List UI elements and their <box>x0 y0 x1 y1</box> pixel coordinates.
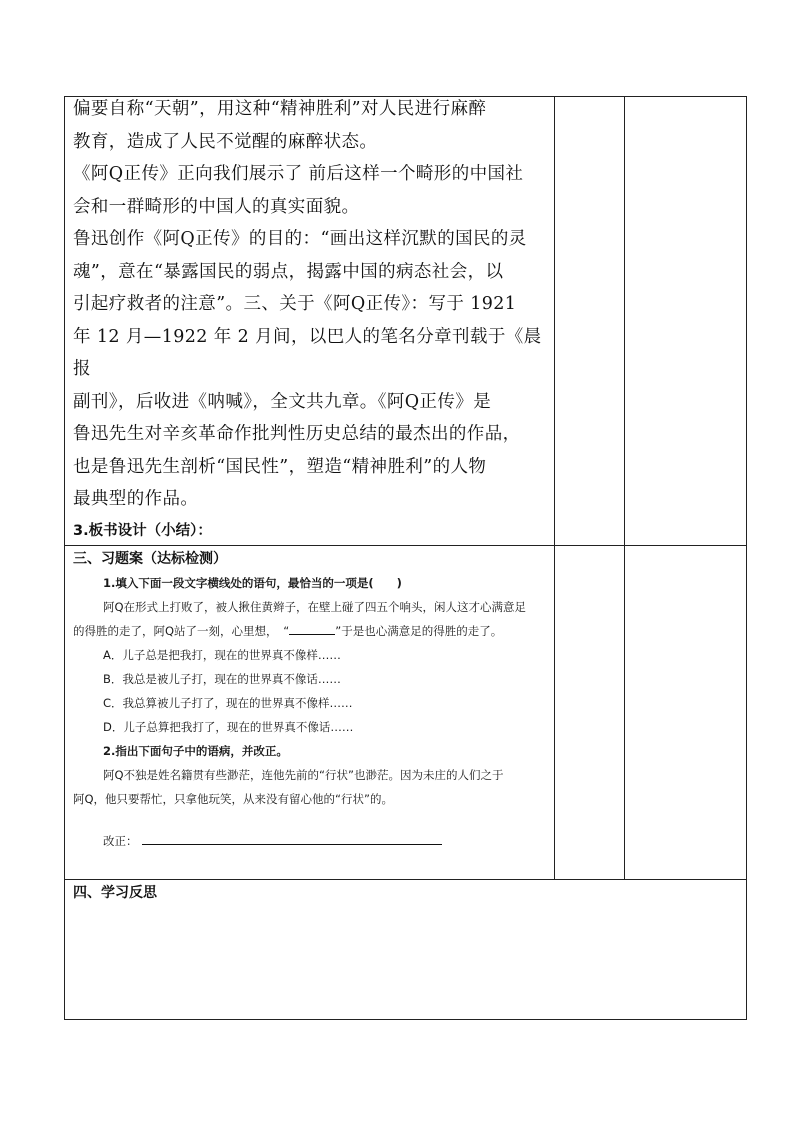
text-line: 会和一群畸形的中国人的真实面貌。 <box>73 196 360 217</box>
question-1-stem: 1.填入下面一段文字横线处的语句，最恰当的一项是( ) <box>103 576 402 590</box>
lesson-plan-table <box>64 96 747 1020</box>
question-2-passage-cont: 阿Q，他只要帮忙，只拿他玩笑，从来没有留心他的“行状”的。 <box>73 792 393 806</box>
question-1-passage-cont <box>73 619 553 643</box>
text-line: 最典型的作品。 <box>73 489 199 509</box>
option-a: A．儿子总是把我打，现在的世界真不像样…… <box>103 648 341 662</box>
option-b: B．我总是被儿子打，现在的世界真不像话…… <box>103 672 341 686</box>
correction-answer-line[interactable] <box>142 834 442 845</box>
text-line: 魂”，意在“暴露国民的弱点，揭露中国的病态社会，以 <box>73 261 504 282</box>
text-line: 鲁迅先生对辛亥革命作批判性历史总结的最杰出的作品， <box>73 424 521 444</box>
question-2-passage: 阿Q不独是姓名籍贯有些渺茫，连他先前的“行状”也渺茫。因为未庄的人们之于 <box>103 768 504 782</box>
correction-row <box>73 829 553 853</box>
option-d: D．儿子总算把我打了，现在的世界真不像话…… <box>103 720 354 734</box>
text-line: 偏要自称“天朝”，用这种“精神胜利”对人民进行麻醉 <box>73 99 487 119</box>
question-1-passage-part: 的得胜的走了，阿Q站了一刻，心里想， “ <box>73 624 290 638</box>
option-c: C．我总算被儿子打了，现在的世界真不像样…… <box>103 696 353 710</box>
fill-blank[interactable] <box>289 622 335 635</box>
column-divider <box>624 97 625 879</box>
question-2-stem: 2.指出下面句子中的语病，并改正。 <box>103 744 288 758</box>
text-line: 年 12 月—1922 年 2 月间，以巴人的笔名分章刊载于《晨报 <box>73 326 542 379</box>
correction-label: 改正： <box>103 834 138 848</box>
question-1-passage: 阿Q在形式上打败了，被人揪住黄辫子，在壁上碰了四五个响头，闲人这才心满意足 <box>103 600 527 614</box>
text-line: 副刊》，后收进《呐喊》，全文共九章。《阿Q正传》是 <box>73 391 492 412</box>
text-line: 教育，造成了人民不觉醒的麻醉状态。 <box>73 131 378 152</box>
row-divider <box>65 879 746 880</box>
board-design-heading: 3.板书设计（小结）： <box>73 522 212 539</box>
column-divider <box>554 97 555 879</box>
section-four-title: 四、学习反思 <box>73 885 157 901</box>
text-line: 也是鲁迅先生剖析“国民性”，塑造“精神胜利”的人物 <box>73 456 487 477</box>
text-line: 引起疗救者的注意”。三、关于《阿Q正传》：写于 1921 <box>73 294 517 314</box>
section-four-cell <box>73 883 738 1013</box>
text-line: 鲁迅创作《阿Q正传》的目的：“画出这样沉默的国民的灵 <box>73 229 527 249</box>
section-three-cell <box>73 549 553 877</box>
text-line: 《阿Q正传》正向我们展示了 前后这样一个畸形的中国社 <box>73 164 524 184</box>
question-1-passage-part: ”于是也心满意足的得胜的走了。 <box>335 624 503 638</box>
section-three-title: 三、习题案（达标检测） <box>73 551 227 567</box>
section-two-cell <box>73 93 553 543</box>
